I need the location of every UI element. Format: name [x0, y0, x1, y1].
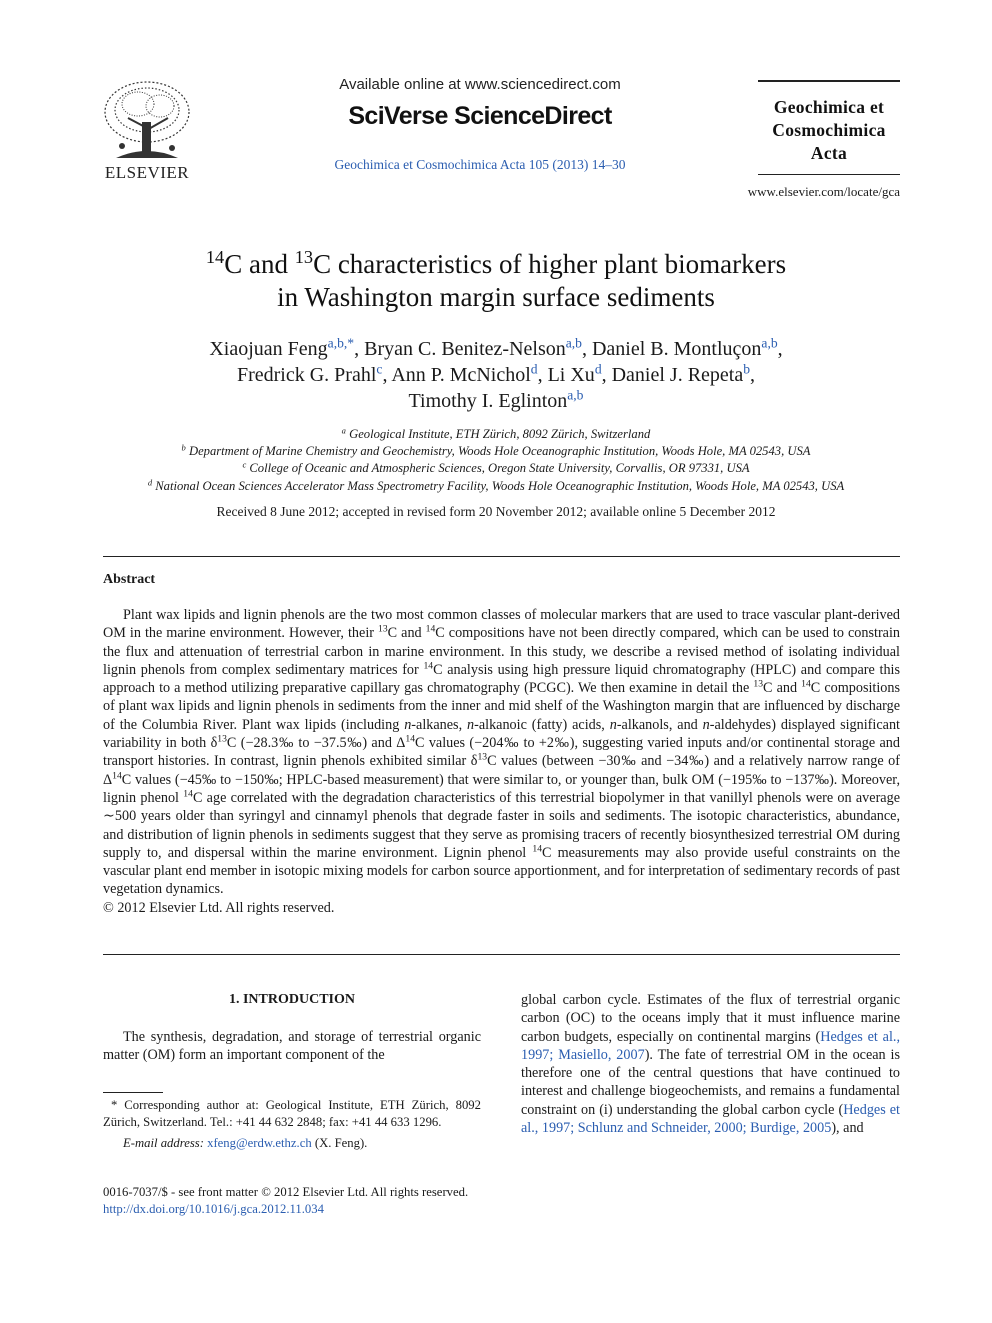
- abstract-heading: Abstract: [103, 572, 156, 587]
- journal-name-line: Acta: [810, 143, 848, 163]
- doi-link[interactable]: http://dx.doi.org/10.1016/j.gca.2012.11.034: [103, 1202, 324, 1216]
- intro-paragraph-right: global carbon cycle. Estimates of the flux of terrestrial organic carbon (OC) to the oceans imply that it must influence marine carbon budgets, especially on continental margins (Hedges et al., 1997; Masiello, 2007). The fate of terrestrial OM in the ocean is therefore one of the central questions that have continued to interest and challenge biogeochemists, and remains a fundamental constraint on (i) understanding the global carbon cycle (Hedges et al., 1997; Schlunz and Schneider, 2000; Burdige, 2005), and: [521, 992, 901, 1137]
- affiliation-b: $^b$ Department of Marine Chemistry and Geochemistry, Woods Hole Oceanographic Institution, Woods Hole, MA 02543, USA: [181, 442, 811, 459]
- article-title: $^{14}$C and $^{13}$C characteristics of higher plant biomarkers in Washington margin surface sediments: [205, 246, 787, 312]
- author-name[interactable]: Daniel J. Repeta: [611, 364, 744, 386]
- author-name[interactable]: Fredrick G. Prahl: [236, 364, 377, 386]
- sciverse-logo: SciVerse ScienceDirect: [348, 102, 612, 130]
- available-online-text: Available online at www.sciencedirect.com: [339, 76, 621, 93]
- author-name[interactable]: Bryan C. Benitez-Nelson: [364, 338, 566, 360]
- affiliation-c: $^c$ College of Oceanic and Atmospheric Sciences, Oregon State University, Corvallis, OR 97331, USA: [242, 459, 750, 476]
- affiliation-a: $^a$ Geological Institute, ETH Zürich, 8092 Zürich, Switzerland: [341, 425, 651, 441]
- front-matter: 0016-7037/$ - see front matter © 2012 Elsevier Ltd. All rights reserved. http://dx.doi.org/10.1016/j.gca.2012.11.034: [103, 1184, 533, 1218]
- masthead-rule-bottom: [758, 174, 900, 175]
- section-heading: 1. INTRODUCTION: [228, 992, 355, 1007]
- journal-url[interactable]: www.elsevier.com/locate/gca: [747, 184, 900, 199]
- corresponding-author-footnote: * Corresponding author at: Geological Institute, ETH Zürich, 8092 Zürich, Switzerland. Tel.: +41 44 632 2848; fax: +41 44 633 1296. E-mail address: xfeng@erdw.ethz.ch (X. Feng).: [103, 1098, 481, 1150]
- affiliations: [60, 426, 932, 495]
- author-name[interactable]: Timothy I. Eglinton: [408, 390, 568, 412]
- journal-name-line: Geochimica et: [773, 97, 885, 117]
- abstract-copyright: © 2012 Elsevier Ltd. All rights reserved.: [103, 899, 335, 916]
- author-name[interactable]: Xiaojuan Feng: [209, 338, 328, 360]
- journal-name: [754, 96, 904, 165]
- received-dates: Received 8 June 2012; accepted in revised form 20 November 2012; available online 5 December 2012: [216, 504, 776, 519]
- footnote-rule: [103, 1092, 163, 1093]
- journal-citation-link[interactable]: Geochimica et Cosmochimica Acta 105 (2013) 14–30: [334, 157, 626, 172]
- affiliation-d: $^d$ National Ocean Sciences Accelerator Mass Spectrometry Facility, Woods Hole Oceanographic Institution, Woods Hole, MA 02543, USA: [147, 476, 845, 493]
- divider-bottom: [103, 954, 900, 955]
- masthead-center: [300, 76, 660, 173]
- divider-top: [103, 556, 900, 557]
- author-name[interactable]: Ann P. McNichol: [391, 364, 531, 386]
- journal-name-line: Cosmochimica: [772, 120, 886, 140]
- author-name[interactable]: Li Xu: [547, 364, 595, 386]
- abstract-body: [103, 606, 900, 917]
- email-link[interactable]: xfeng@erdw.ethz.ch: [207, 1136, 312, 1150]
- publisher-wordmark: ELSEVIER: [104, 163, 190, 182]
- abstract-paragraph: Plant wax lipids and lignin phenols are the two most common classes of molecular markers that are used to trace vascular plant-derived OM in the marine environment. However, their $^{13}$C and $^{14}$C compositions have not been directly compared, which can be used to constrain the flux and attenuation of terrestrial carbon in marine environment. In this study, we describe a revised method of isolating individual lignin phenols from complex sedimentary matrices for $^{14}$C analysis using high pressure liquid chromatography (HPLC) and compare this approach to a method utilizing preparative capillary gas chromatography (PCGC). We then examine in detail the $^{13}$C and $^{14}$C compositions of plant wax lipids and lignin phenols in sediments from the inner and mid shelf of the Washington margin that are influenced by discharge of the Columbia River. Plant wax lipids (including n-alkanes, n-alkanoic (fatty) acids, n-alkanols, and n-aldehydes) displayed significant variability in both $\delta^{13}C$ (−28.3‰ to −37.5‰) and $\Delta^{14}C$ values (−204‰ to +2‰), suggesting varied inputs and/or continental storage and transport histories. In contrast, lignin phenols exhibited similar $\delta^{13}C$ values (between −30‰ and −34‰) and a relatively narrow range of $\Delta^{14}C$ values (−45‰ to −150‰; HPLC-based measurement) that were similar to, or younger than, bulk OM (−195‰ to −137‰). Moreover, lignin phenol $^{14}$C age correlated with the degradation characteristics of this terrestrial biopolymer in that vanillyl phenols were on average ∼500 years older than syringyl and cinnamyl phenols that degrade faster in soils and sediments. The isotopic characteristics, abundance, and distribution of lignin phenols in sediments suggest that they serve as promising tracers of recently biosynthesized terrestrial OM during supply to, and dispersal within the marine environment. Lignin phenol $^{14}$C measurements may also provide useful constraints on the vascular plant end member in isotopic mixing models for carbon source apportionment, and for interpretation of sedimentary records of past vegetation dynamics.: [103, 607, 901, 898]
- author-list: Xiaojuan Feng$^{a,b,*}$, Bryan C. Benitez-Nelson$^{a,b}$, Daniel B. Montluçon$^{a,b}$, Fredrick G. Prahl$^c$, Ann P. McNichol$^d$, Li Xu$^d$, Daniel J. Repeta$^b$, Timothy I. Eglinton$^{a,b}$: [209, 335, 783, 412]
- author-name[interactable]: Daniel B. Montluçon: [591, 338, 762, 360]
- intro-paragraph-left: The synthesis, degradation, and storage of terrestrial organic matter (OM) form an important component of the: [103, 1029, 481, 1064]
- masthead-rule-top: [758, 80, 900, 82]
